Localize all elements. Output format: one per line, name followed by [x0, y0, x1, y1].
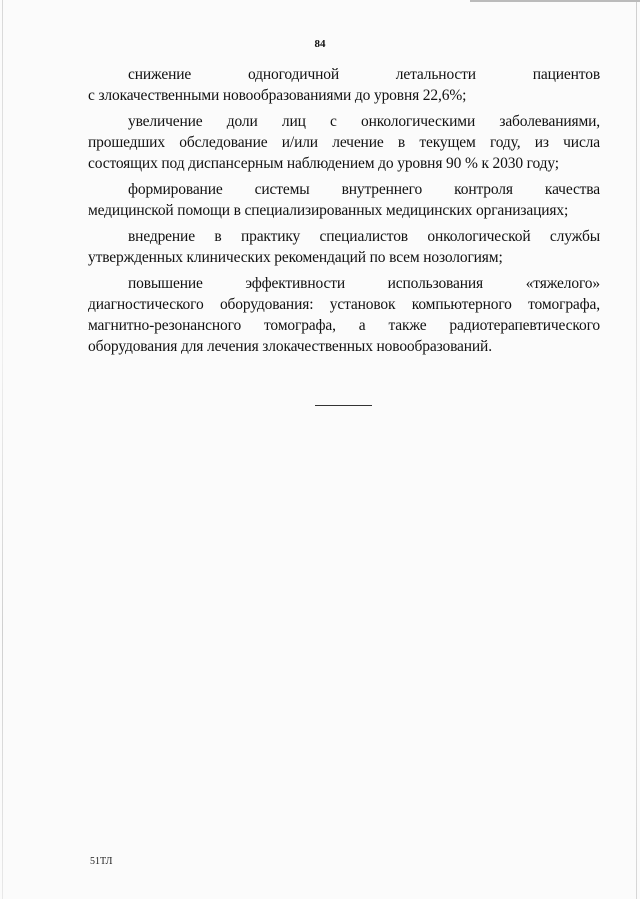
paragraph-line: оборудования для лечения злокачественных новообразований. — [88, 338, 492, 355]
paragraph-4 — [88, 226, 600, 268]
paragraph-line: повышение эффективности использования «тяжелого» — [128, 275, 600, 292]
paragraph-3 — [88, 179, 600, 221]
scan-edge-left — [2, 0, 3, 899]
scan-edge-top — [470, 0, 640, 2]
paragraph-line: диагностического оборудования: установок компьютерного томографа, — [88, 296, 600, 313]
paragraph-line: медицинской помощи в специализированных медицинских организациях; — [88, 202, 569, 219]
paragraph-line: утвержденных клинических рекомендаций по всем нозологиям; — [88, 249, 503, 266]
paragraph-line: состоящих под диспансерным наблюдением до уровня 90 % к 2030 году; — [88, 155, 559, 172]
paragraph-line: внедрение в практику специалистов онкологической службы — [128, 228, 600, 245]
document-body — [88, 64, 600, 362]
footer-code: 51ТЛ — [90, 856, 113, 867]
paragraph-5 — [88, 273, 600, 357]
paragraph-line: прошедших обследование и/или лечение в текущем году, из числа — [88, 134, 600, 151]
scan-edge-right — [636, 0, 637, 899]
paragraph-line: увеличение доли лиц с онкологическими заболеваниями, — [128, 113, 600, 130]
paragraph-2 — [88, 111, 600, 174]
paragraph-line: с злокачественными новообразованиями до уровня 22,6%; — [88, 87, 467, 104]
paragraph-line: формирование системы внутреннего контроля качества — [128, 181, 600, 198]
page-number: 84 — [314, 38, 326, 50]
paragraph-line: магнитно-резонансного томографа, а также радиотерапевтического — [88, 317, 600, 334]
section-separator — [315, 405, 372, 406]
paragraph-1 — [88, 64, 600, 106]
paragraph-line: снижение одногодичной летальности пациентов — [128, 66, 600, 83]
